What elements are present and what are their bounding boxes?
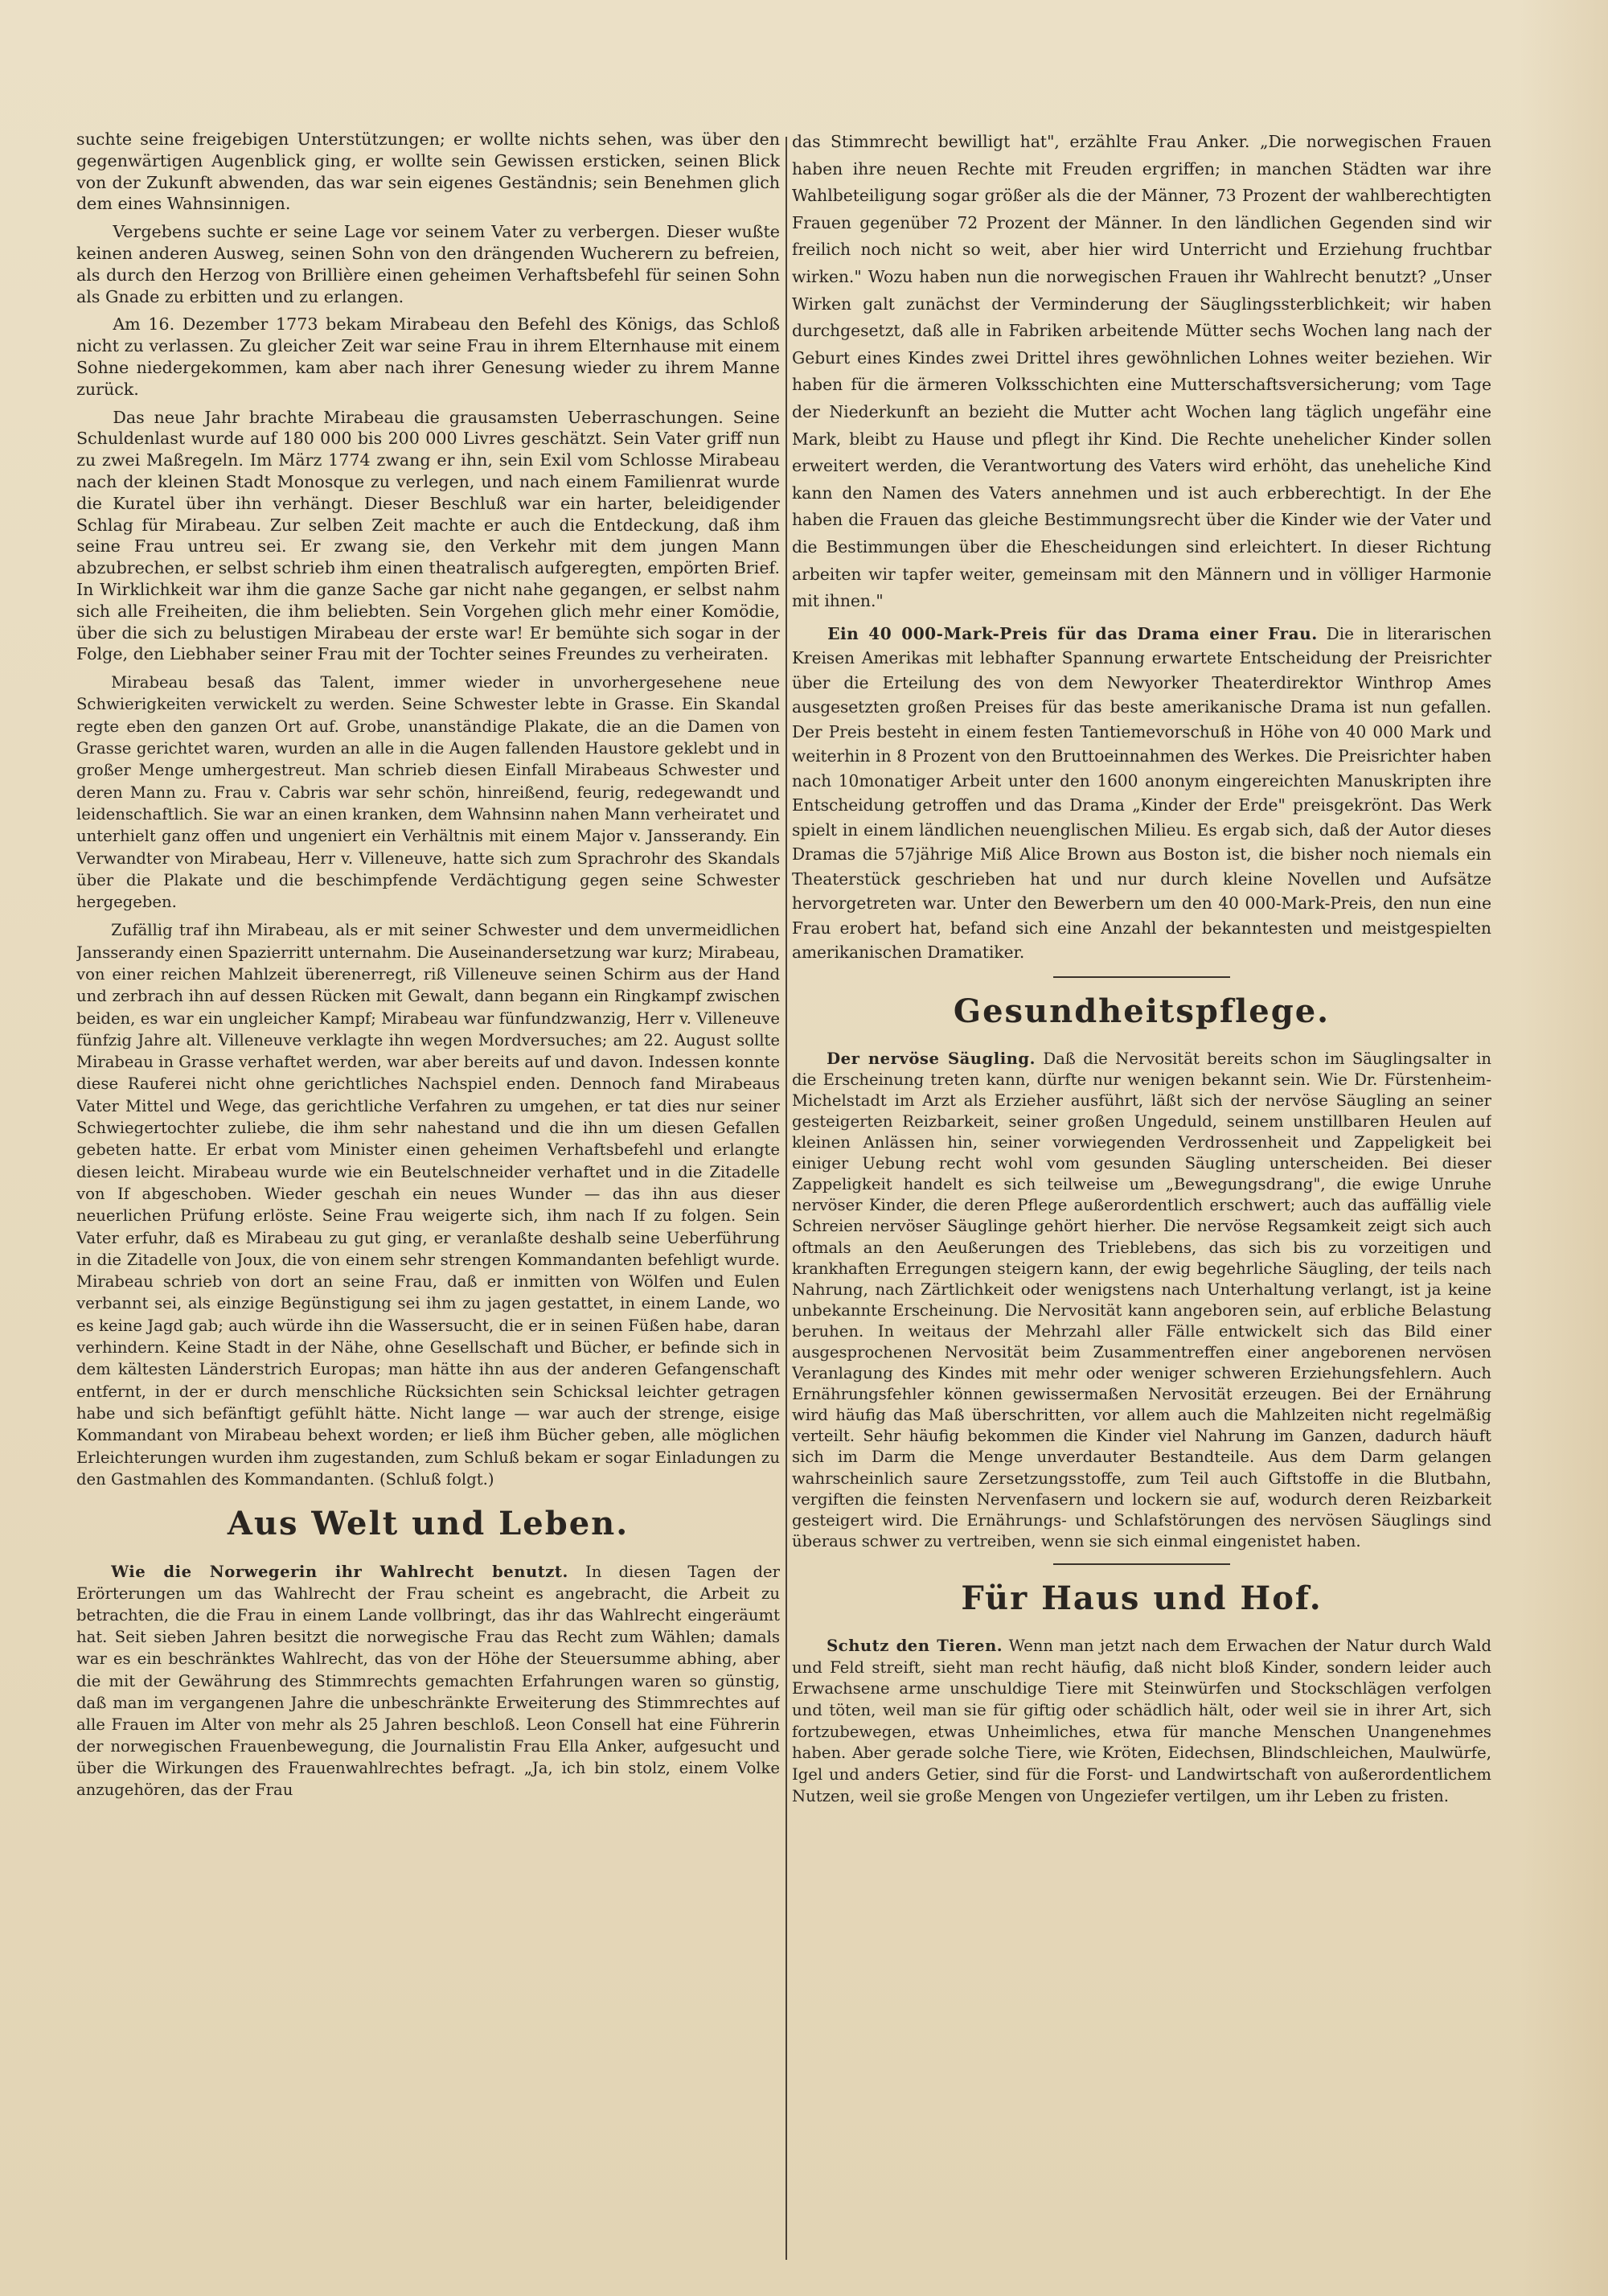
page-edge-shading — [1520, 0, 1608, 2296]
article-animal-protection — [792, 1636, 1491, 1808]
article-headline: Der nervöse Säugling. — [827, 1049, 1036, 1068]
paragraph: suchte seine freigebigen Unterstützungen; er wollte nichts sehen, was über den gegenwärtigen Augenblick ging, er wollte sein Gewissen ersticken, seinen Blick von der Zukunft abwenden, das war sein eigenes Geständnis; sein Benehmen glich dem eines Wahnsinnigen. — [76, 129, 780, 214]
article-headline: Ein 40 000-Mark-Preis für das Drama einer Frau. — [827, 623, 1318, 643]
left-column — [76, 129, 780, 2252]
paragraph: Zufällig traf ihn Mirabeau, als er mit seiner Schwester und dem unvermeidlichen Jansserandy einen Spazierritt unternahm. Die Auseinandersetzung war kurz; Mirabeau, von einer reichen Mahlzeit überenerregt, riß Villeneuve seinen Schirm aus der Hand und zerbrach ihn auf dessen Rücken mit Gewalt, dann begann ein Ringkampf zwischen beiden, es war ein ungleicher Kampf; Mirabeau war fünfundzwanzig, Herr v. Villeneuve fünfzig Jahre alt. Villeneuve verklagte ihn wegen Mordversuches; am 22. August sollte Mirabeau in Grasse verhaftet werden, war aber bereits auf und davon. Indessen konnte diese Rauferei nicht ohne gerichtliches Nachspiel enden. Dennoch fand Mirabeaus Vater Mittel und Wege, das gerichtliche Verfahren zu umgehen, er tat dies nur seiner Schwiegertochter zuliebe, die ihm sehr nahestand und die ihn um diesen Gefallen gebeten hatte. Er erbat vom Minister einen geheimen Verhaftsbefehl und erlangte diesen leicht. Mirabeau wurde wie ein Beutelschneider verhaftet und in die Zitadelle von If abgeschoben. Wieder geschah ein neues Wunder — das ihn aus dieser neuerlichen Prüfung erlöste. Seine Frau weigerte sich, ihm nach If zu folgen. Sein Vater erfuhr, daß es Mirabeau zu gut ging, er veranlaßte deshalb seine Ueberführung in die Zitadelle von Joux, die von einem sehr strengen Kommandanten befehligt wurde. Mirabeau schrieb von dort an seine Frau, daß er inmitten von Wölfen und Eulen verbannt sei, als einzige Begünstigung sei ihm zu jagen gestattet, in einem Lande, wo es keine Jagd gab; auch würde ihn die Wassersucht, die er in seinen Füßen habe, daran verhindern. Keine Stadt in der Nähe, ohne Gesellschaft und Bücher, er befinde sich in dem kältesten Länderstrich Europas; man hätte ihn aus der anderen Gefangenschaft entfernt, in der er durch menschliche Rücksichten sein Schicksal leichter getragen habe und sich befänftigt gefühlt hätte. Nicht lange — war auch der strenge, eisige Kommandant von Mirabeau behext worden; er ließ ihm Bücher geben, alle möglichen Erleichterungen wurden ihm zugestanden, zum Schluß bekam er sogar Einladungen zu den Gastmahlen des Kommandanten. (Schluß folgt.) — [76, 921, 780, 1489]
article-text: Die in literarischen Kreisen Amerikas mit lebhafter Spannung erwartete Entscheidung der Preisrichter über die Erteilung des von dem Newyorker Theaterdirektor Winthrop Ames ausgesetzten großen Preises für das beste amerikanische Drama ist nun gefallen. Der Preis besteht in einem festen Tantiemevorschuß in Höhe von 40 000 Mark und weiterhin in 8 Prozent von den Bruttoeinnahmen des Werkes. Die Preisrichter haben nach 10monatiger Arbeit unter den 1600 anonym eingereichten Manuskripten ihre Entscheidung getroffen und das Drama „Kinder der Erde" preisgekrönt. Das Werk spielt in einem ländlichen neuenglischen Milieu. Es ergab sich, daß der Autor dieses Dramas die 57jährige Miß Alice Brown aus Boston ist, die bisher noch niemals ein Theaterstück geschrieben hat und nur durch kleine Novellen und Aufsätze hervorgetreten war. Unter den Bewerbern um den 40 000-Mark-Preis, den nun eine Frau erobert hat, befand sich eine Anzahl der bekanntesten und meistgespielten amerikanischen Dramatiker. — [792, 623, 1491, 963]
section-title-fuer-haus-und-hof: Für Haus und Hof. — [961, 1579, 1323, 1617]
article-wahlrecht — [76, 1561, 780, 1801]
section-divider — [1053, 1563, 1230, 1565]
article-nervous-infant — [792, 1049, 1491, 1552]
right-column — [792, 129, 1491, 2268]
section-title-aus-welt-und-leben: Aus Welt und Leben. — [227, 1505, 630, 1543]
article-continuation: das Stimmrecht bewilligt hat", erzählte Frau Anker. „Die norwegischen Frauen haben ihre neuen Rechte mit Freuden ergriffen; in manchen Städten war ihre Wahlbeteiligung sogar größer als die der Männer, 73 Prozent der wahlberechtigten Frauen gegenüber 72 Prozent der Männer. In den ländlichen Gegenden sind wir freilich noch nicht so weit, aber hier wird Unterricht und Erziehung fruchtbar wirken." Wozu haben nun die norwegischen Frauen ihr Wahlrecht benutzt? „Unser Wirken galt zunächst der Verminderung der Säuglingssterblichkeit; wir haben durchgesetzt, daß alle in Fabriken arbeitende Mütter sechs Wochen lang nach der Geburt eines Kindes zwei Drittel ihres gewöhnlichen Lohnes weiter beziehen. Wir haben für die ärmeren Volksschichten eine Mutterschaftsversicherung; vom Tage der Niederkunft an bezieht die Mutter acht Wochen lang täglich ungefähr eine Mark, bleibt zu Hause und pflegt ihr Kind. Die Rechte unehelicher Kinder sollen erweitert werden, die Verantwortung des Vaters wird erhöht, das uneheliche Kind kann den Namen des Vaters annehmen und ist auch erbberechtigt. In der Ehe haben die Frauen das gleiche Bestimmungsrecht über die Kinder wie der Vater und die Bestimmungen über die Ehescheidungen sind erleichtert. In dieser Richtung arbeiten wir tapfer weiter, gemeinsam mit den Männern und in völliger Harmonie mit ihnen." — [792, 132, 1491, 611]
paragraph: Vergebens suchte er seine Lage vor seinem Vater zu verbergen. Dieser wußte keinen anderen Ausweg, seinen Sohn von den drängenden Wucherern zu befreien, als durch den Herzog von Brillière einen geheimen Verhaftsbefehl für seinen Sohn als Gnade zu erbitten und zu erlangen. — [76, 222, 780, 306]
section-divider — [1053, 976, 1230, 978]
paragraph: Mirabeau besaß das Talent, immer wieder in unvorhergesehene neue Schwierigkeiten verwickelt zu werden. Seine Schwester lebte in Grasse. Ein Skandal regte eben den ganzen Ort auf. Grobe, unanständige Plakate, die an die Damen von Grasse gerichtet waren, wurden an alle in die Augen fallenden Haustore geklebt und in großer Menge umhergestreut. Man schrieb diesen Einfall Mirabeaus Schwester und deren Mann zu. Frau v. Cabris war sehr schön, hinreißend, feurig, redegewandt und leidenschaftlich. Sie war an einen kranken, dem Wahnsinn nahen Mann verheiratet und unterhielt ganz offen und ungeniert ein Verhältnis mit einem Major v. Jansserandy. Ein Verwandter von Mirabeau, Herr v. Villeneuve, hatte sich zum Sprachrohr des Skandals über die Plakate und die beschimpfende Verdächtigung gegen seine Schwester hergegeben. — [76, 673, 780, 912]
paragraph: Das neue Jahr brachte Mirabeau die grausamsten Ueberraschungen. Seine Schuldenlast wurde auf 180 000 bis 200 000 Livres geschätzt. Sein Vater griff nun zu zwei Maßregeln. Im März 1774 zwang er ihn, sein Exil vom Schlosse Mirabeau nach der kleinen Stadt Monosque zu verlegen, und nach einem Familienrat wurde die Kuratel über ihn verhängt. Dieser Beschluß war ein harter, beleidigender Schlag für Mirabeau. Zur selben Zeit machte er auch die Entdeckung, daß ihm seine Frau untreu sei. Er zwang sie, den Verkehr mit dem jungen Mann abzubrechen, er selbst schrieb ihm einen theatralisch aufgeregten, empörten Brief. In Wirklichkeit war ihm die ganze Sache gar nicht nahe gegangen, er selbst nahm sich alle Freiheiten, die ihm beliebten. Sein Vorgehen glich mehr einer Komödie, über die sich zu belustigen Mirabeau der erste war! Er bemühte sich sogar in der Folge, den Liebhaber seiner Frau mit der Tochter seines Freundes zu verheiraten. — [76, 407, 780, 664]
article-text: Wenn man jetzt nach dem Erwachen der Natur durch Wald und Feld streift, sieht man recht häufig, daß nicht bloß Kinder, sondern leider auch Erwachsene arme unschuldige Tiere mit Steinwürfen und Stockschlägen verfolgen und töten, weil man sie für giftig oder schädlich hält, oder weil sie in ihrer Art, sich fortzubewegen, etwas Unheimliches, etwa für manche Menschen Unangenehmes haben. Aber gerade solche Tiere, wie Kröten, Eidechsen, Blindschleichen, Maulwürfe, Igel und anders Getier, sind für die Forst- und Landwirtschaft von außerordentlichem Nutzen, weil sie große Mengen von Ungeziefer vertilgen, um ihr Leben zu fristen. — [792, 1636, 1491, 1805]
article-drama-prize — [792, 622, 1491, 965]
article-headline: Schutz den Tieren. — [827, 1636, 1003, 1655]
article-headline: Wie die Norwegerin ihr Wahlrecht benutzt. — [111, 1563, 568, 1582]
paragraph: Am 16. Dezember 1773 bekam Mirabeau den Befehl des Königs, das Schloß nicht zu verlassen. Zu gleicher Zeit war seine Frau in ihrem Elternhause mit einem Sohne niedergekommen, kam aber nach ihrer Genesung wieder zu ihrem Manne zurück. — [76, 314, 780, 399]
section-title-gesundheitspflege: Gesundheitspflege. — [953, 992, 1331, 1030]
column-divider — [786, 137, 787, 2260]
article-text: Daß die Nervosität bereits schon im Säuglingsalter in die Erscheinung treten kann, dürfte nur wenigen bekannt sein. Wie Dr. Fürstenheim-Michelstadt im Arzt als Erzieher ausführt, läßt sich der nervöse Säugling an seiner gesteigerten Reizbarkeit, seiner großen Ungeduld, seinem unstillbaren Heulen auf kleinen Anlässen hin, seiner vorwiegenden Verdrossenheit und Zappeligkeit bei einiger Uebung recht wohl vom gesunden Säugling unterscheiden. Bei dieser Zappeligkeit handelt es sich teilweise um „Bewegungsdrang", die ewige Unruhe nervöser Kinder, die deren Pflege außerordentlich erschwert; auch das auffällig viele Schreien nervöser Säuglinge gehört hierher. Die nervöse Regsamkeit zeigt sich auch oftmals an den Aeußerungen des Trieblebens, das sich bis zu vorzeitigen und krankhaften Erregungen steigern kann, der ewig begehrliche Säugling, der teils nach Nahrung, nach Zärtlichkeit oder wenigstens nach Unterhaltung verlangt, ist ja keine unbekannte Erscheinung. Die Nervosität kann angeboren sein, auf erbliche Belastung beruhen. In weitaus der Mehrzahl aller Fälle entwickelt sich das Bild einer ausgesprochenen Nervosität beim Zusammentreffen einer angeborenen nervösen Veranlagung des Kindes mit mehr oder weniger schweren Erziehungsfehlern. Auch Ernährungsfehler können gewissermaßen Nervosität erzeugen. Bei der Ernährung wird häufig das Maß überschritten, vor allem auch die Mahlzeiten nicht regelmäßig verteilt. Sehr häufig bekommen die Kinder viel Nahrung im Ganzen, dadurch häuft sich im Darm die Menge unverdauter Bestandteile. Aus dem Darm gelangen wahrscheinlich saure Zersetzungsstoffe, zum Teil auch Giftstoffe in die Blutbahn, vergiften die feinsten Nervenfasern und lockern sie auf, wodurch deren Reizbarkeit gesteigert wird. Die Ernährungs- und Schlafstörungen des nervösen Säuglings sind überaus schwer zu vertreiben, wenn sie sich einmal eingenistet haben. — [792, 1049, 1491, 1551]
article-text: In diesen Tagen der Erörterungen um das Wahlrecht der Frau scheint es angebracht, die Arbeit zu betrachten, die die Frau in einem Lande vollbringt, das ihr das Wahlrecht eingeräumt hat. Seit sieben Jahren besitzt die norwegische Frau das Recht zum Wählen; damals war es ein beschränktes Wahlrecht, das von der Höhe der Steuersumme abhing, aber die mit der Gewährung des Stimmrechts gemachten Erfahrungen waren so günstig, daß man im vergangenen Jahre die unbeschränkte Erweiterung des Stimmrechtes auf alle Frauen im Alter von mehr als 25 Jahren beschloß. Leon Consell hat eine Führerin der norwegischen Frauenbewegung, die Journalistin Frau Ella Anker, aufgesucht und über die Wirkungen des Frauenwahlrechtes befragt. „Ja, ich bin stolz, einem Volke anzugehören, das der Frau — [76, 1563, 780, 1800]
